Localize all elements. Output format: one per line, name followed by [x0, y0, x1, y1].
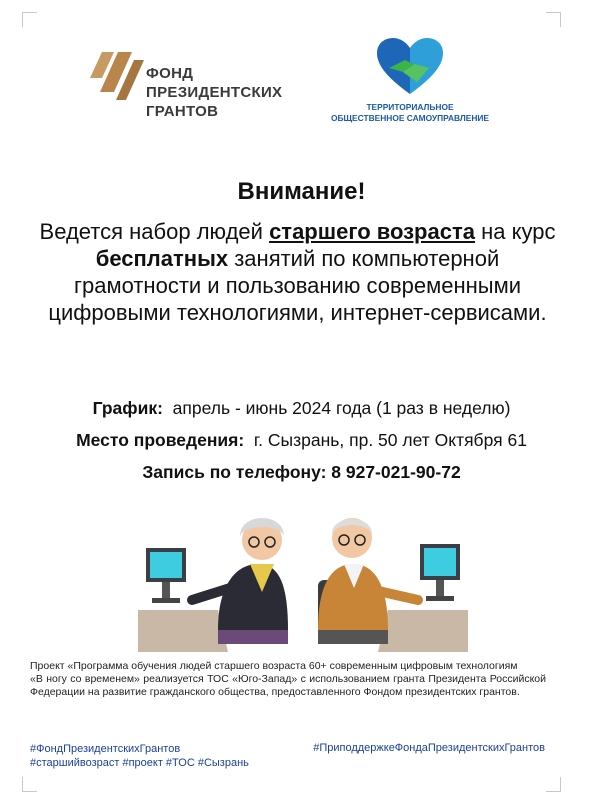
schedule-line: [0, 398, 603, 419]
crop-mark-bottom-right: [546, 777, 561, 792]
handshake-heart-icon: [375, 38, 445, 98]
venue-label: Место проведения:: [76, 430, 245, 450]
left-monitor-screen: [150, 552, 182, 578]
hashtags-topics[interactable]: #старшийвозраст #проект #ТОС #Сызрань: [30, 757, 249, 769]
emphasis-older-age: старшего возраста: [269, 219, 475, 244]
emphasis-free: бесплатных: [95, 246, 229, 271]
intro-text: Ведется набор людей старшего возраста на курс бесплатных занятий по компьютерной грамотности и пользованию современными цифровыми технологиями, интернет-сервисами.: [39, 219, 556, 325]
project-description: Проект «Программа обучения людей старшего возраста 60+ современным цифровым технологиям «В ногу со временем» реализуется ТОС «Юго-Запад» с использованием гранта Президента Российской Федерации на развитие гражданского общества, предоставленного Фондом президентских грантов.: [30, 660, 546, 698]
fund-logo-text: ФОНД ПРЕЗИДЕНТСКИХ ГРАНТОВ: [146, 65, 283, 120]
hashtags-left: [30, 742, 249, 770]
schedule-value: апрель - июнь 2024 года (1 раз в неделю): [172, 398, 511, 418]
crop-mark-bottom-left: [22, 777, 37, 792]
crop-mark-top-left: [22, 12, 37, 27]
headline: Внимание!: [237, 178, 366, 205]
left-keyboard: [152, 598, 180, 603]
fund-emblem-icon: [88, 52, 144, 112]
seniors-at-computers-illustration: [138, 502, 468, 652]
hashtag-fund[interactable]: #ФондПрезидентскихГрантов: [30, 743, 181, 755]
right-keyboard: [426, 596, 454, 601]
crop-mark-top-right: [546, 12, 561, 27]
right-desk: [378, 610, 468, 652]
right-monitor-screen: [424, 548, 456, 576]
tos-logo-text: ТЕРРИТОРИАЛЬНОЕ ОБЩЕСТВЕННОЕ САМОУПРАВЛЕНИЕ: [330, 102, 490, 123]
hashtag-support[interactable]: #ПриподдержкеФондаПрезидентскихГрантов: [313, 742, 545, 754]
venue-line: [0, 430, 603, 451]
schedule-label: График:: [92, 398, 163, 418]
left-desk: [138, 610, 228, 652]
phone-line: Запись по телефону: 8 927-021-90-72: [142, 462, 461, 482]
fund-presidential-grants-logo: [88, 48, 308, 128]
woman-body: [218, 564, 288, 630]
venue-value: г. Сызрань, пр. 50 лет Октября 61: [253, 430, 527, 450]
tos-logo: [330, 38, 490, 130]
